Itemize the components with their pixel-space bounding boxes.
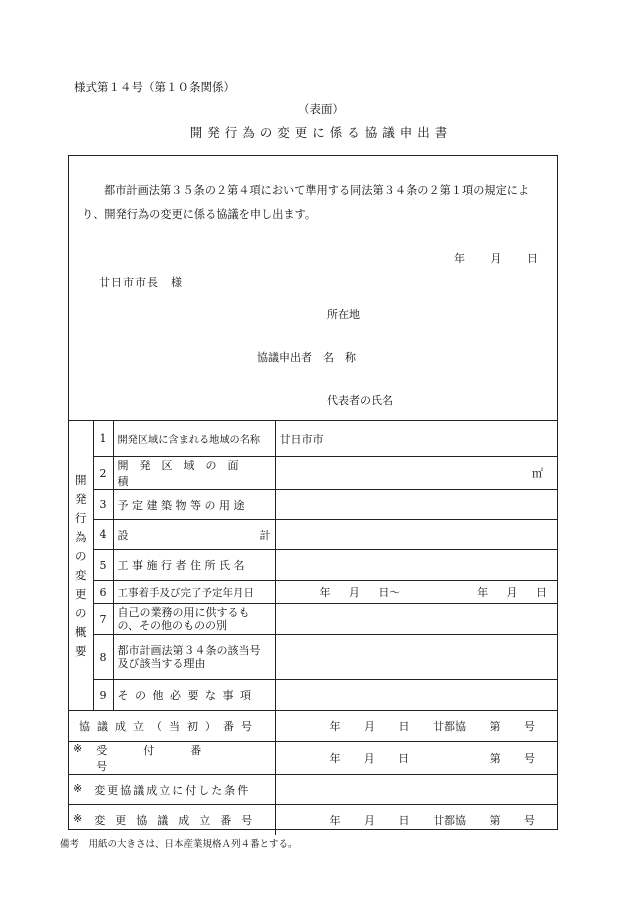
schedule-field[interactable]	[275, 581, 557, 604]
area-name-field[interactable]: 廿日市市	[275, 421, 557, 457]
label-part: 設	[117, 528, 129, 542]
side-char: 為	[75, 530, 87, 544]
footnote: 備考 用紙の大きさは、日本産業規格Ａ列４番とする。	[60, 839, 298, 850]
table-row	[69, 604, 557, 635]
change-label-text: 変更協議成立番号	[94, 813, 263, 827]
row-label: 都市計画法第３４条の該当号及び該当する理由	[113, 635, 275, 680]
office-use-mark: ※	[73, 781, 83, 795]
receipt-label-text: 受付番号	[96, 744, 238, 773]
side-char: 発	[75, 492, 87, 506]
contractor-field[interactable]	[275, 550, 557, 581]
side-label	[69, 421, 93, 711]
agreement-go: 号	[524, 720, 535, 733]
row-number: 7	[93, 604, 113, 635]
intro-paragraph: 都市計画法第３５条の２第４項において準用する同法第３４条の２第１項の規定により、開発行為の変更に係る協議を申し出ます。	[82, 184, 530, 221]
side-char: 変	[75, 568, 87, 582]
table-row	[69, 742, 557, 775]
table-row	[69, 711, 557, 742]
side-char: 行	[75, 511, 87, 525]
start-day: 日～	[378, 586, 401, 599]
row-number: 1	[93, 421, 113, 457]
form-table	[69, 420, 557, 835]
row-label: 工事施行者住所氏名	[113, 550, 275, 581]
row-number: 3	[93, 490, 113, 520]
date-day: 日	[527, 252, 538, 265]
applicable-reason-field[interactable]	[275, 635, 557, 680]
receipt-number-label	[69, 742, 275, 775]
receipt-day: 日	[398, 752, 410, 765]
area-unit: ㎡	[532, 467, 543, 480]
table-row	[69, 581, 557, 604]
row-label: 工事着手及び完了予定年月日	[113, 581, 275, 604]
row-number: 9	[93, 680, 113, 711]
row-label	[113, 520, 275, 550]
side-char: の	[75, 606, 87, 620]
side-char: 要	[75, 644, 87, 658]
area-size-field[interactable]	[275, 457, 557, 490]
label-address: 所在地	[327, 308, 360, 321]
label-part: 計	[259, 528, 271, 542]
agreement-month: 月	[364, 720, 375, 733]
end-day: 日	[535, 586, 547, 599]
table-row	[69, 680, 557, 711]
start-year: 年	[319, 586, 331, 599]
design-field[interactable]	[275, 520, 557, 550]
change-prefix: 廿都協	[433, 813, 466, 827]
change-number-label	[69, 805, 275, 835]
business-use-field[interactable]	[275, 604, 557, 635]
receipt-year: 年	[329, 752, 341, 765]
receipt-month: 月	[363, 752, 375, 765]
start-month: 月	[348, 586, 360, 599]
row-label: 自己の業務の用に供するもの、その他のものの別	[113, 604, 275, 635]
side-char: の	[75, 549, 87, 563]
office-use-mark: ※	[73, 742, 83, 755]
conditions-label	[69, 775, 275, 805]
date-month: 月	[490, 252, 502, 265]
end-month: 月	[506, 586, 518, 599]
side-char: 開	[75, 473, 87, 487]
agreement-number-label: 協議成立（当初）番号	[69, 711, 275, 742]
agreement-number-field[interactable]	[275, 711, 557, 742]
surface-label: （表面）	[298, 102, 344, 116]
agreement-dai: 第	[489, 720, 501, 733]
table-row	[69, 550, 557, 581]
row-label: 予定建築物等の用途	[113, 490, 275, 520]
change-month: 月	[364, 813, 375, 827]
end-year: 年	[477, 586, 489, 599]
row-number: 4	[93, 520, 113, 550]
date-year: 年	[454, 252, 465, 265]
row-number: 5	[93, 550, 113, 581]
agreement-day: 日	[398, 720, 410, 733]
table-row	[69, 805, 557, 835]
row-number: 8	[93, 635, 113, 680]
row-number: 2	[93, 457, 113, 490]
office-use-mark: ※	[73, 811, 83, 825]
building-use-field[interactable]	[275, 490, 557, 520]
row-label: その他必要な事項	[113, 680, 275, 711]
form-frame	[68, 155, 558, 830]
table-row	[69, 775, 557, 805]
change-day: 日	[398, 813, 410, 827]
row-number: 6	[93, 581, 113, 604]
label-applicant: 協議申出者 名 称	[257, 351, 356, 364]
conditions-field[interactable]	[275, 775, 557, 805]
addressee: 廿日市市長 様	[99, 276, 183, 289]
table-row	[69, 520, 557, 550]
side-char: 更	[75, 587, 87, 601]
change-go: 号	[524, 813, 535, 827]
other-matters-field[interactable]	[275, 680, 557, 711]
receipt-go: 号	[523, 752, 535, 765]
table-row	[69, 635, 557, 680]
label-representative: 代表者の氏名	[327, 394, 393, 407]
date-line	[454, 250, 538, 266]
form-number: 様式第１４号（第１０条関係）	[74, 80, 235, 94]
change-number-field[interactable]	[275, 805, 557, 835]
row-label: 開発区域の面積	[113, 457, 275, 490]
receipt-number-field[interactable]	[275, 742, 557, 775]
change-dai: 第	[489, 813, 501, 827]
conditions-label-text: 変更協議成立に付した条件	[94, 783, 251, 797]
agreement-prefix: 廿都協	[433, 720, 466, 733]
change-year: 年	[329, 813, 341, 827]
table-row	[69, 421, 557, 457]
agreement-year: 年	[329, 720, 341, 733]
table-row	[69, 457, 557, 490]
side-char: 概	[75, 625, 87, 639]
table-row	[69, 490, 557, 520]
page-title: 開発行為の変更に係る協議申出書	[189, 125, 453, 140]
row-label: 開発区域に含まれる地域の名称	[113, 421, 275, 457]
receipt-dai: 第	[489, 752, 501, 765]
